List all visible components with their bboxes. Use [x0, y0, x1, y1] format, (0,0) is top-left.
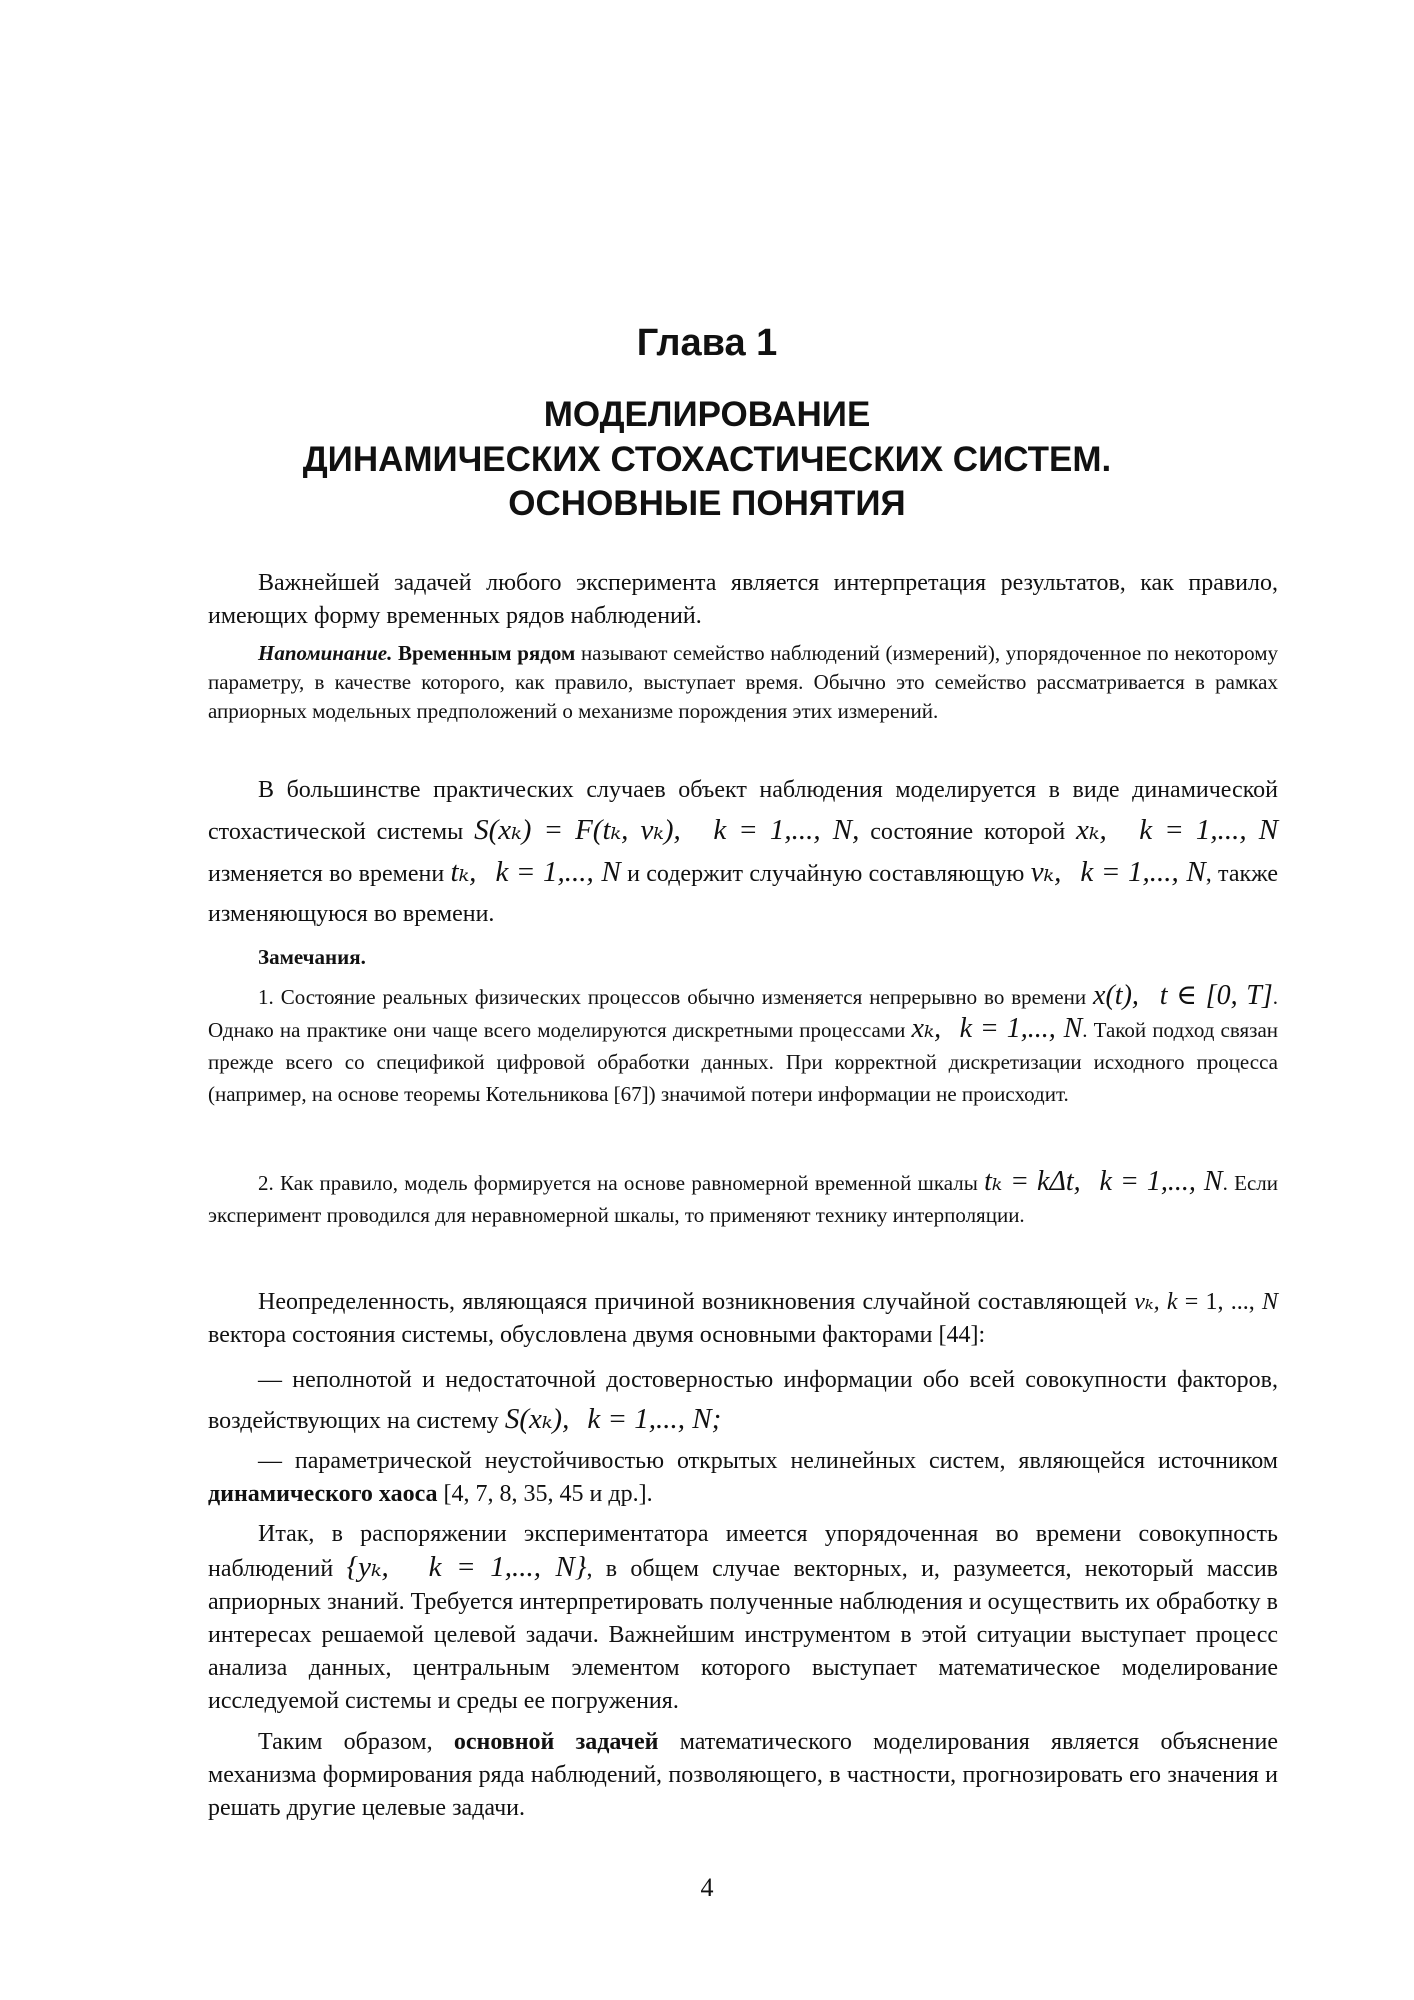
page-number: 4 — [700, 1873, 714, 1902]
chapter-title-line-3: ОСНОВНЫЕ ПОНЯТИЯ — [508, 484, 906, 523]
remarks-heading: Замечания. — [258, 945, 366, 969]
factor-1: — неполнотой и недостаточной достоверностью информации обо всей совокупности факторов, воздействующих на систему S(xₖ), k = 1,..., N; — [208, 1367, 1278, 1435]
main-task-paragraph: Таким образом, основной задачей математического моделирования является объяснение механизма формирования ряда наблюдений, позволяющего, в частности, прогнозировать его значения и решать другие целевые задачи. — [208, 1729, 1278, 1821]
formula-state: xₖ, — [1076, 814, 1107, 846]
intro-paragraph: Важнейшей задачей любого эксперимента является интерпретация результатов, как правило, имеющих форму временных рядов наблюдений. — [208, 570, 1278, 629]
formula-random: vₖ, — [1030, 856, 1062, 888]
formula-range: k = 1,..., N, — [713, 814, 860, 846]
reminder-text: называют семейство наблюдений (измерений), упорядоченное по некоторому параметру, в качестве которого, как правило, выступает время. Обычно это семейство рассматривается в рамках априорных модельных предположений о механизме порождения этих измерений. — [208, 641, 1278, 723]
remark-2: 2. Как правило, модель формируется на основе равномерной временной шкалы tₖ = kΔt, k = 1,..., N. Если эксперимент проводился для неравномерной шкалы, то применяют технику интерполяции. — [208, 1166, 1279, 1227]
chapter-heading: Глава 1 — [636, 322, 778, 364]
chapter-title-line-2: ДИНАМИЧЕСКИХ СТОХАСТИЧЕСКИХ СИСТЕМ. — [302, 440, 1112, 479]
reminder-term: Временным рядом — [398, 641, 576, 665]
dynamic-system-paragraph: В большинстве практических случаев объект наблюдения моделируется в виде динамической стохастической системы S(xₖ) = F(tₖ, vₖ), k = 1,..., N, состояние которой xₖ, k = 1,..., N изменяется во времени tₖ, k = 1,..., N и содержит случайную составляющую vₖ, k = 1,..., N, также изменяющуюся во времени. — [208, 777, 1279, 927]
remark-1: 1. Состояние реальных физических процессов обычно изменяется непрерывно во времени x(t), t ∈ [0, T]. Однако на практике они чаще всего моделируются дискретными процессами xₖ, k = 1,..., N. Такой подход связан прежде всего со спецификой цифровой обработки данных. При корректной дискретизации исходного процесса (например, на основе теоремы Котельникова [67]) значимой потери информации не происходит. — [208, 980, 1279, 1106]
chapter-title-line-1: МОДЕЛИРОВАНИЕ — [543, 395, 871, 434]
factor-2: — параметрической неустойчивостью открытых нелинейных систем, являющейся источником динамического хаоса [4, 7, 8, 35, 45 и др.]. — [208, 1448, 1278, 1507]
uncertainty-paragraph: Неопределенность, являющаяся причиной возникновения случайной составляющей vₖ, k = 1, ..., N вектора состояния системы, обусловлена двумя основными факторами [44]: — [208, 1289, 1279, 1348]
formula-system: S(xₖ) = F(tₖ, vₖ), — [474, 814, 681, 846]
reminder-paragraph — [208, 639, 1278, 726]
formula-time: tₖ, — [450, 856, 477, 888]
reminder-label: Напоминание. — [258, 641, 393, 665]
observations-paragraph: Итак, в распоряжении экспериментатора имеется упорядоченная во времени совокупность наблюдений {yₖ, k = 1,..., N}, в общем случае векторных, и, разумеется, некоторый массив априорных знаний. Требуется интерпретировать полученные наблюдения и осуществить их обработку в интересах решаемой целевой задачи. Важнейшим инструментом в этой ситуации выступает процесс анализа данных, центральным элементом которого выступает математическое моделирование исследуемой системы и среды ее погружения. — [208, 1521, 1279, 1714]
